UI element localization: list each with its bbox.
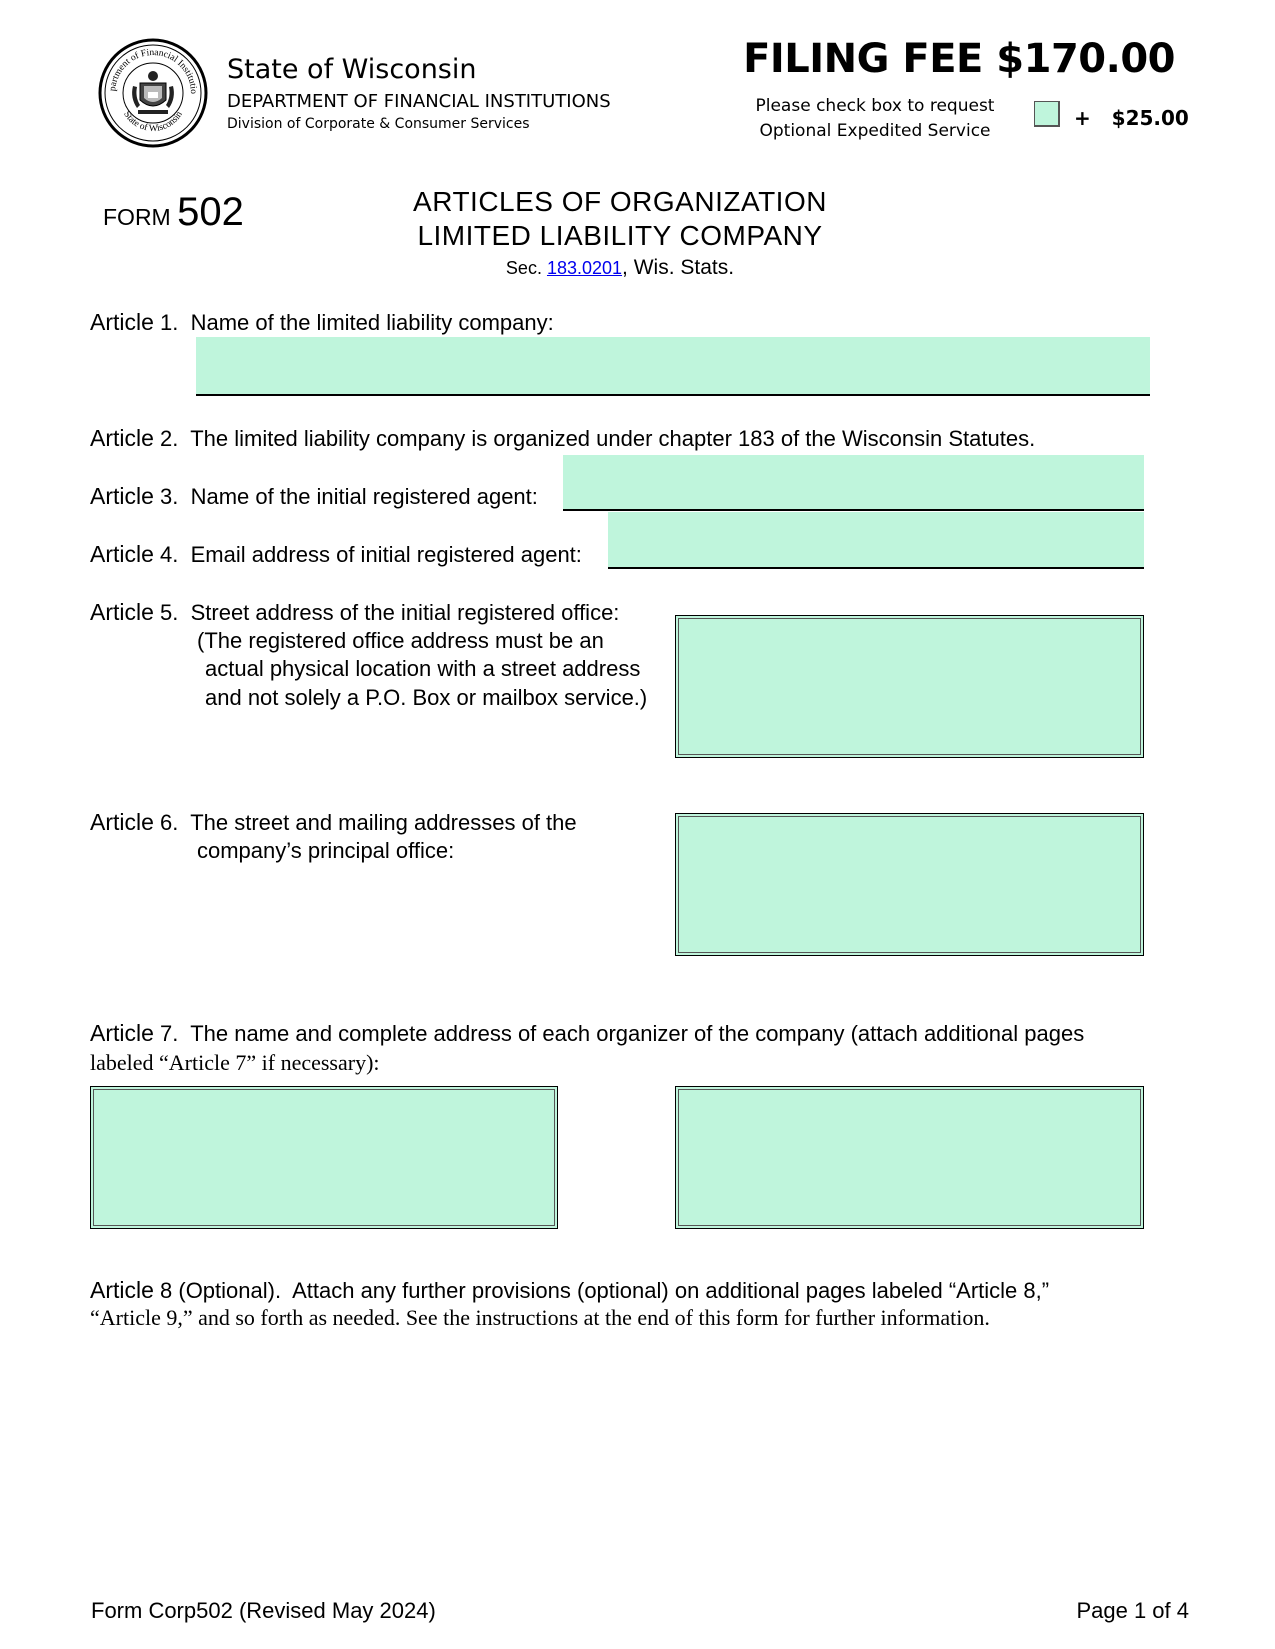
filing-fee: FILING FEE $170.00 bbox=[743, 36, 1175, 82]
article-3-text: 3. Name of the initial registered agent: bbox=[153, 484, 538, 509]
seal-text-bottom: State of Wisconsin bbox=[121, 109, 185, 135]
expedite-label bbox=[740, 94, 1010, 144]
statute-prefix: Sec. bbox=[505, 258, 542, 278]
form-word: FORM bbox=[103, 204, 171, 230]
form-id bbox=[103, 190, 244, 235]
organizer-1-field[interactable] bbox=[90, 1086, 558, 1229]
registered-office-address-field[interactable] bbox=[675, 615, 1144, 758]
article-5-note-1: (The registered office address must be an bbox=[197, 628, 604, 653]
footer-form-revision: Form Corp502 (Revised May 2024) bbox=[91, 1598, 436, 1623]
state-name: State of Wisconsin bbox=[227, 54, 477, 85]
article-5-note-2: actual physical location with a street address bbox=[205, 656, 641, 681]
article-4-label bbox=[90, 540, 582, 569]
statute-reference: Sec. 183.0201, Wis. Stats. bbox=[505, 256, 735, 279]
article-3-label bbox=[90, 482, 538, 511]
article-4-head: Article bbox=[90, 541, 154, 567]
title-line2: LIMITED LIABILITY COMPANY bbox=[417, 220, 823, 251]
title-line1: ARTICLES OF ORGANIZATION bbox=[413, 186, 827, 217]
organizer-2-field[interactable] bbox=[675, 1086, 1144, 1229]
article-6-line-2: company’s principal office: bbox=[197, 838, 455, 863]
llc-name-field[interactable] bbox=[196, 337, 1150, 396]
seal-text-top: partment of Financial Institutio bbox=[107, 47, 199, 95]
article-6-head: Article bbox=[90, 809, 154, 835]
article-8-head: Article bbox=[90, 1277, 154, 1303]
department-name: DEPARTMENT OF FINANCIAL INSTITUTIONS bbox=[227, 91, 611, 112]
article-8-text: 8 (Optional). Attach any further provisions (optional) on additional pages labeled “Article 8,” bbox=[153, 1278, 1050, 1303]
article-5-text: 5. Street address of the initial registered office: bbox=[153, 600, 620, 625]
article-7-head: Article bbox=[90, 1020, 154, 1046]
state-seal bbox=[98, 38, 208, 148]
article-1-head: Article bbox=[90, 309, 154, 335]
expedite-label-line1: Please check box to request bbox=[755, 96, 995, 116]
article-8-label bbox=[90, 1276, 1049, 1305]
expedite-fee: + $25.00 bbox=[1074, 106, 1189, 130]
registered-agent-name-field[interactable] bbox=[563, 455, 1144, 511]
article-7-line-2: labeled “Article 7” if necessary): bbox=[90, 1050, 380, 1075]
article-2-text: 2. The limited liability company is organized under chapter 183 of the Wisconsin Statutes. bbox=[153, 426, 1036, 451]
article-1-label bbox=[90, 308, 554, 337]
article-7-text: 7. The name and complete address of each organizer of the company (attach additional pages bbox=[153, 1021, 1085, 1046]
article-8-line-2: “Article 9,” and so forth as needed. See the instructions at the end of this form for further information. bbox=[90, 1305, 990, 1330]
statute-link[interactable]: 183.0201 bbox=[546, 258, 623, 278]
article-7-label bbox=[90, 1019, 1084, 1048]
statute-suffix: Wis. Stats. bbox=[633, 256, 735, 279]
expedite-label-line2: Optional Expedited Service bbox=[759, 121, 991, 141]
registered-agent-email-field[interactable] bbox=[608, 512, 1144, 569]
article-5-note-3: and not solely a P.O. Box or mailbox service.) bbox=[205, 685, 648, 710]
document-title bbox=[380, 185, 860, 253]
article-5-head: Article bbox=[90, 599, 154, 625]
form-number: 502 bbox=[177, 190, 244, 234]
article-6-label bbox=[90, 808, 577, 837]
article-4-text: 4. Email address of initial registered agent: bbox=[153, 542, 582, 567]
expedite-checkbox[interactable] bbox=[1034, 101, 1060, 127]
article-2-head: Article bbox=[90, 425, 154, 451]
article-1-text: 1. Name of the limited liability company: bbox=[153, 310, 554, 335]
article-3-head: Article bbox=[90, 483, 154, 509]
article-2-text-line bbox=[90, 424, 1035, 453]
article-5-label bbox=[90, 598, 619, 627]
division-name: Division of Corporate & Consumer Services bbox=[227, 116, 530, 132]
principal-office-address-field[interactable] bbox=[675, 813, 1144, 956]
footer-page-number: Page 1 of 4 bbox=[1076, 1598, 1189, 1623]
article-6-text: 6. The street and mailing addresses of the bbox=[153, 810, 577, 835]
